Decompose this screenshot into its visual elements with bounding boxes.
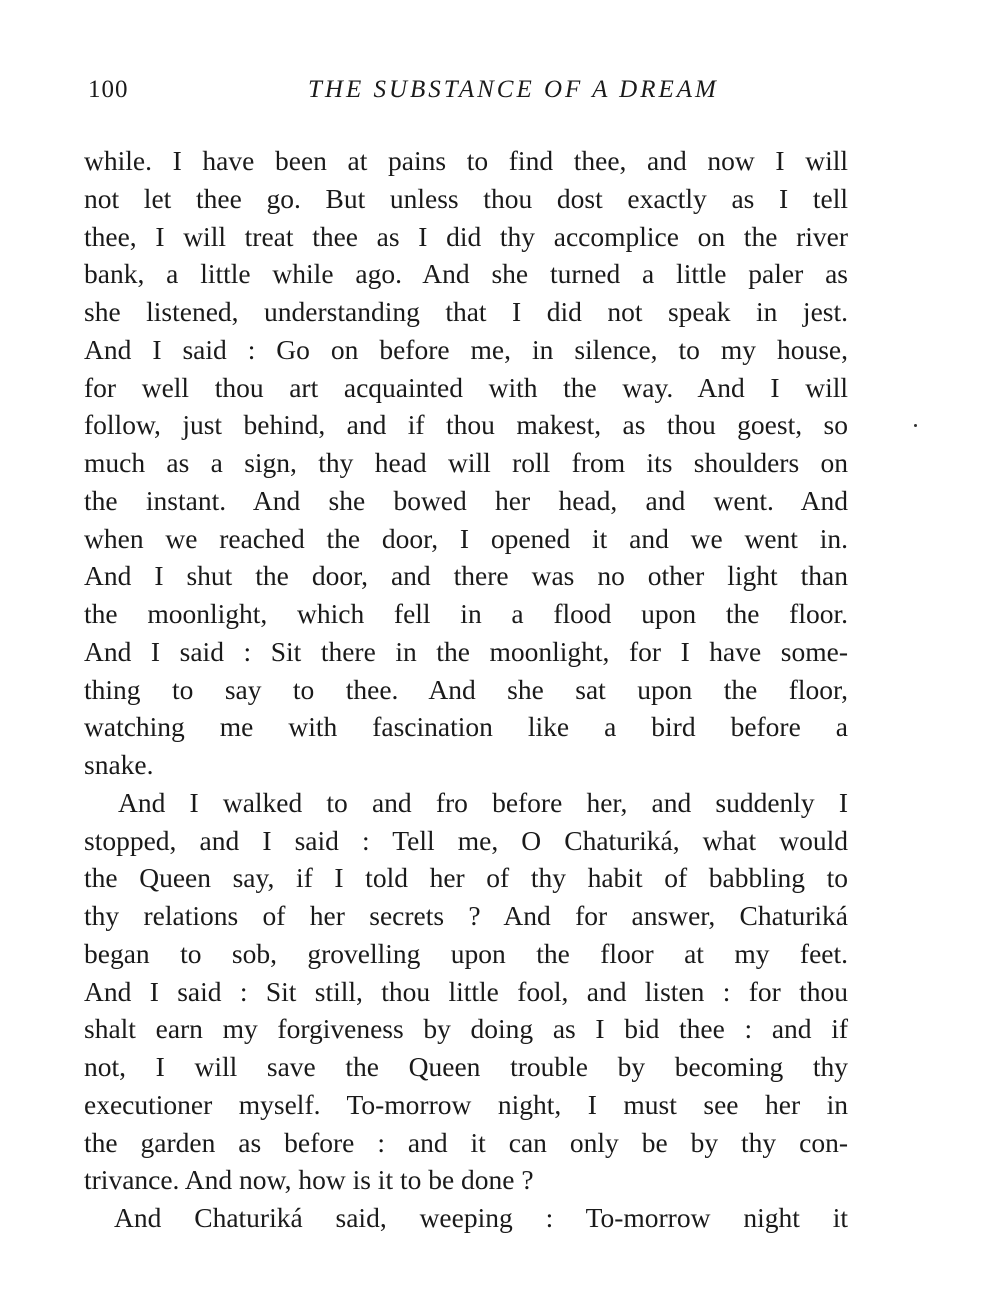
text-line: the Queen say, if I told her of thy habit of babbling to [84,862,848,894]
text-line: began to sob, grovelling upon the floor at my feet. [84,937,848,969]
text-line: executioner myself. To-morrow night, I must see her in [84,1088,848,1120]
page-number: 100 [88,76,129,103]
text-line: when we reached the door, I opened it and we went in. [84,522,848,554]
text-line: the instant. And she bowed her head, and went. And [84,484,848,516]
text-line: not, I will save the Queen trouble by becoming thy [84,1051,848,1082]
text-line: And Chaturiká said, weeping : To-morrow night it [114,1202,848,1233]
text-line: And I said : Go on before me, in silence, to my house, [84,333,848,365]
text-line: And I shut the door, and there was no other light than [84,560,848,592]
text-line: she listened, understanding that I did not speak in jest. [84,296,848,327]
text-line: thee, I will treat thee as I did thy accomplice on the river [84,220,848,252]
body-text [84,142,848,1237]
running-title: THE SUBSTANCE OF A DREAM [308,76,719,103]
text-line: trivance. And now, how is it to be done ? [84,1164,534,1196]
text-line: thy relations of her secrets ? And for answer, Chaturiká [84,900,848,931]
text-line: the moonlight, which fell in a flood upon the floor. [84,598,848,629]
text-line: shalt earn my forgiveness by doing as I bid thee : and if [84,1013,848,1045]
ink-speck [914,424,917,427]
text-line: bank, a little while ago. And she turned a little paler as [84,258,848,290]
text-line: And I said : Sit still, thou little fool, and listen : for thou [84,975,848,1007]
text-line: the garden as before : and it can only be by thy con- [84,1126,848,1158]
text-line: stopped, and I said : Tell me, O Chaturiká, what would [84,824,848,856]
text-line: much as a sign, thy head will roll from its shoulders on [84,447,848,478]
text-line: while. I have been at pains to find thee, and now I will [84,145,848,176]
text-line: not let thee go. But unless thou dost exactly as I tell [84,182,848,214]
text-line: for well thou art acquainted with the way. And I will [84,371,848,403]
text-line: snake. [84,749,154,780]
text-line: watching me with fascination like a bird before a [84,711,848,743]
text-line: And I walked to and fro before her, and suddenly I [118,786,848,818]
page-header [84,76,850,110]
text-line: follow, just behind, and if thou makest, as thou goest, so [84,409,848,441]
text-line: And I said : Sit there in the moonlight, for I have some- [84,635,848,667]
text-line: thing to say to thee. And she sat upon the floor, [84,673,848,705]
